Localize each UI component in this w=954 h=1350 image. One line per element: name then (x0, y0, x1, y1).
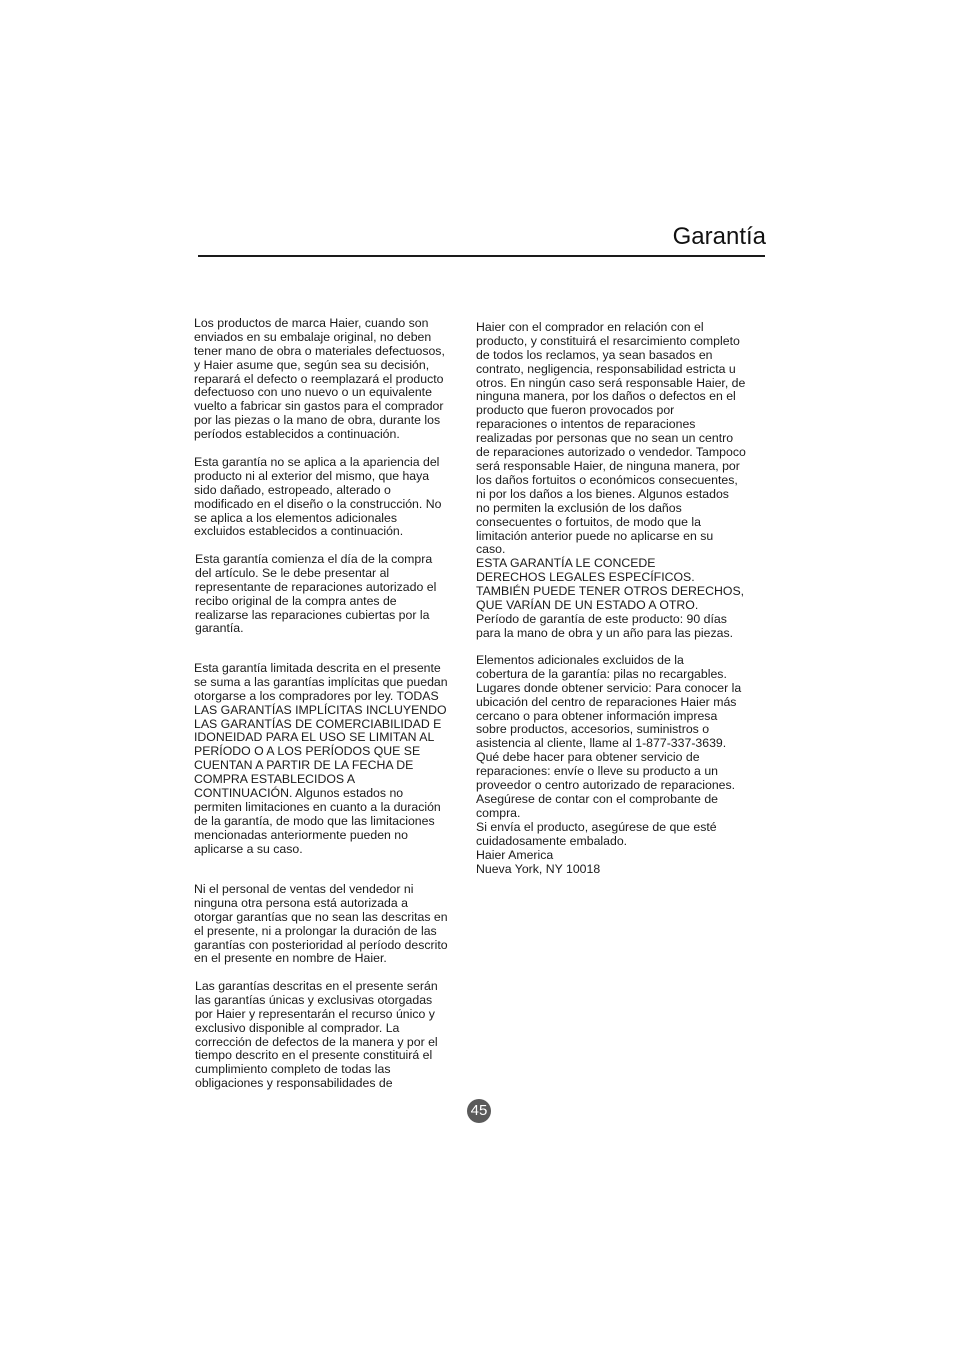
left-paragraph-3 (195, 539, 436, 650)
left-paragraph-5 (194, 869, 448, 980)
paragraph-text: Los productos de marca Haier, cuando son enviados en su embalaje original, no deben tener mano de obra o materiales defectuosos, y Haier asume que, según sea su decisión, reparará el defecto o reemplazará el producto defectuoso con uno nuevo o un equivalente vuelto a fabricar sin gastos para el comprador por las piezas o la mano de obra, durante los períodos establecidos a continuación. (194, 315, 445, 442)
paragraph-text: Elementos adicionales excluidos de la cobertura de la garantía: pilas no recargables. Lugares donde obtener servicio: Para conocer la ubicación del centro de reparaciones Haier más cercano o para obtener información impresa sobre productos, accesorios, suministros o asistencia al cliente, llame al 1-877-337-3639. Qué debe hacer para obtener servicio de reparaciones: envíe o lleve su producto a un proveedor o centro autorizado de reparaciones. Asegúrese de contar con el comprobante de compra. Si envía el producto, asegúrese de que esté cuidadosamente embalado. Haier America Nueva York, NY 10018 (476, 652, 742, 876)
paragraph-text: Haier con el comprador en relación con el producto, y constituirá el resarcimiento completo de todos los reclamos, ya sean basados en contrato, negligencia, responsabilidad estricta u otros. En ningún caso será responsable Haier, de ninguna manera, por los daños o defectos en el producto que fueron provocados por reparaciones o intentos de reparaciones realizadas por personas que no sean un centro de reparaciones autorizado o vendedor. Tampoco será responsable Haier, de ninguna manera, por los daños fortuitos o económicos consecuentes, ni por los daños a los bienes. Algunos estados no permiten la exclusión de los daños consecuentes o fortuitos, de modo que la limitación anterior puede no aplicarse en su caso. ESTA GARANTÍA LE CONCEDE DERECHOS LEGALES ESPECÍFICOS. TAMBIÉN PUEDE TENER OTROS DERECHOS, QUE VARÍAN DE UN ESTADO A OTRO. Período de garantía de este producto: 90 días para la mano de obra y un año para las piezas. (476, 319, 746, 640)
left-paragraph-4 (194, 648, 448, 871)
left-paragraph-6 (195, 966, 438, 1105)
left-paragraph-1 (194, 303, 445, 456)
right-paragraph-2 (476, 640, 741, 890)
paragraph-text: Esta garantía no se aplica a la apariencia del producto ni al exterior del mismo, que haya sido dañado, estropeado, alterado o modificado en el diseño o la construcción. No se aplica a los elementos adicionales excluidos establecidos a continuación. (194, 454, 442, 539)
paragraph-text: Las garantías descritas en el presente serán las garantías únicas y exclusivas otorgadas por Haier y representarán el recurso único y exclusivo disponible al comprador. La corrección de defectos de la manera y por el tiempo descrito en el presente constituirá el cumplimiento completo de todas las obligaciones y responsabilidades de (195, 978, 438, 1091)
page-number-badge: 45 (467, 1099, 491, 1123)
paragraph-text: Esta garantía comienza el día de la compra del artículo. Se le debe presentar al representante de reparaciones autorizado el recibo original de la compra antes de realizarse las reparaciones cubiertas por la garantía. (195, 551, 437, 636)
paragraph-text: Esta garantía limitada descrita en el presente se suma a las garantías implícitas que puedan otorgarse a los compradores por ley. TODAS LAS GARANTÍAS IMPLÍCITAS INCLUYENDO LAS GARANTÍAS DE COMERCIABILIDAD E IDONEIDAD PARA EL USO SE LIMITAN AL PERÍODO O A LOS PERÍODOS QUE SE CUENTAN A PARTIR DE LA FECHA DE COMPRA ESTABLECIDOS A CONTINUACIÓN. Algunos estados no permiten limitaciones en cuanto a la duración de la garantía, de modo que las limitaciones mencionadas anteriormente pueden no aplicarse a su caso. (194, 660, 448, 856)
title-divider (198, 255, 765, 257)
left-paragraph-2 (194, 442, 441, 553)
paragraph-text: Ni el personal de ventas del vendedor ni ninguna otra persona está autorizada a otorgar garantías que no sean las descritas en el presente, ni a prolongar la duración de las garantías con posterioridad al período descrito en el presente en nombre de Haier. (194, 881, 448, 966)
right-paragraph-1 (476, 307, 746, 655)
page-title: Garantía (672, 223, 766, 250)
